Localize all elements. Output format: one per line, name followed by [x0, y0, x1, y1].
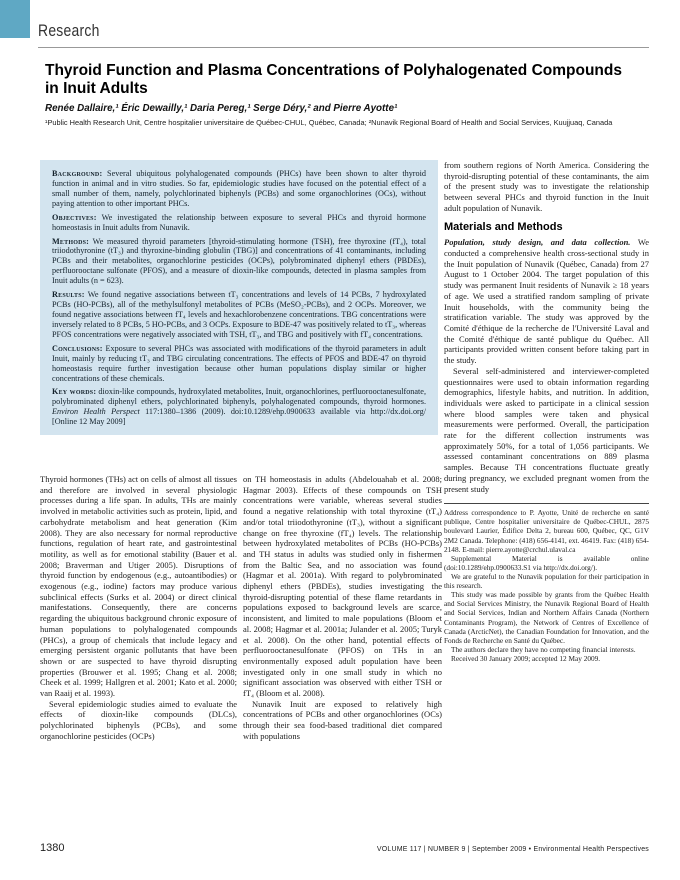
abstract-methods-label: Methods: — [52, 236, 90, 246]
abstract-conclusions-text: Exposure to several PHCs was associated with modifications of the thyroid parameters in adult Inuit, mainly by reducing tT₃ and TBG circulating concentrations. The effects of PFOS and BDE-47 on thyroid homeostasis require further investigation because other human populations display similar or higher concentrations of these chemicals. — [52, 343, 427, 383]
abstract-objectives — [52, 213, 426, 233]
abstract-methods — [52, 237, 426, 287]
methods-paragraph-text: We conducted a comprehensive health cross-sectional study in the Inuit population of Nunavik (Québec, Canada) from 27 August to 1 October 2004. The target population of this study was permanent Inuit residents of Nunavik ≥ 18 years of age. We used a stratified random sampling of private Inuit households, with the community being the stratification variable. The study was approved by the Comité d'éthique de la recherche de l'Université Laval and the Comité d'éthique de santé publique du Québec. All participants provided written consent before taking part in the study. — [444, 237, 649, 366]
footnote-divider — [444, 503, 649, 504]
footnote-supplemental: Supplemental Material is available online (doi:10.1289/ehp.0900633.S1 via http://dx.doi.org/). — [444, 553, 649, 572]
article-title: Thyroid Function and Plasma Concentrations of Polyhalogenated Compounds in Inuit Adults — [45, 62, 622, 98]
abstract-keywords-text: dioxin-like compounds, hydroxylated metabolites, Inuit, organochlorines, perfluorooctanesulfonate, polybrominated diphenyl ethers, polychlorinated biphenyls, polyhalogenated compounds, thyroid hormones. — [52, 387, 426, 407]
abstract-conclusions — [52, 344, 426, 384]
journal-corner-mark — [0, 0, 30, 38]
page-footer — [40, 842, 649, 854]
body-column-2 — [243, 474, 442, 742]
abstract-conclusions-label: Conclusions: — [52, 343, 103, 353]
abstract-keywords — [52, 387, 426, 427]
body-paragraph: Thyroid hormones (THs) act on cells of almost all tissues and therefore are involved in several physiologic processes during a life span. In adults, THs are mainly involved in metabolic activities such as protein, lipid, and carbohydrate metabolism and heat generation (Kim 2008). They are also necessary for normal reproductive functions, regulation of heart rate, and gastrointestinal motility, as well as for emotional stability (Bauer et al. 2008; Braverman and Utiger 2005). Disruptions of thyroid function by endogenous (e.g., autoantibodies) or exogenous (e.g., iodine) factors may produce various subclinical effects (Surks et al. 2004) or direct clinical manifestations. Consequently, there are concerns regarding the ubiquitous background chronic exposure of human populations to polyhalogenated compounds (PHCs), a group of chemicals that include legacy and emerging persistent organic pollutants that have been shown or are suspected to have thyroid disrupting properties (Brouwer et al. 1995; Chang et al. 2008; Cheek et al. 1999; Hallgren et al. 2001; Kato et al. 2000; van Raaij et al. 1993). — [40, 474, 237, 699]
section-banner-label: Research — [38, 21, 100, 40]
abstract-objectives-label: Objectives: — [52, 212, 97, 222]
article-authors: Renée Dallaire,¹ Éric Dewailly,¹ Daria Pereg,¹ Serge Déry,² and Pierre Ayotte¹ — [45, 103, 398, 114]
page-number: 1380 — [40, 842, 65, 854]
run-in-subheading: Population, study design, and data collection. — [444, 237, 631, 248]
body-paragraph: Nunavik Inuit are exposed to relatively high concentrations of PCBs and other organochlorines (OCs) through their sea food-based traditional diet compared with populations — [243, 698, 442, 741]
abstract-citation-journal: Environ Health Perspect — [52, 407, 140, 417]
footnote-funding: This study was made possible by grants from the Québec Health and Social Services Ministry, the Nunavik Regional Board of Health and Social Services, Indian and Northern Affairs Canada (Northern Contaminants Program), the Network of Centres of Excellence of Canada (ArcticNet), the Canadian Foundation for Innovation, and the Fonds de Recherche en Santé du Québec. — [444, 590, 649, 645]
abstract-background-text: Several ubiquitous polyhalogenated compounds (PHCs) have been shown to alter thyroid function in animal and in vitro studies. So far, epidemiologic studies have focused on the potential effect of a small number of them, namely, polychlorinated biphenyls (PCBs) and some organochlorines (OCs), without paying attention to other important PHCs. — [52, 169, 426, 208]
abstract-background — [52, 169, 426, 209]
footnote-acknowledgment: We are grateful to the Nunavik population for their participation in this research. — [444, 572, 649, 591]
body-paragraph: on TH homeostasis in adults (Abdelouahab et al. 2008; Hagmar 2003). Effects of these compounds on TSH concentrations were variable, whereas several studies found a negative relationship with total thyroxine (tT₄) and/or total triiodothyronine (tT₃), without a significant change on free thyroxine (fT₄) levels. The relationship between hydroxylated metabolites of PCBs (HO-PCBs) and TH status in adults was studied only in fishermen from the Baltic Sea, and no association was found (Hagmar et al. 2001a). With regard to polybrominated diphenyl ethers (PBDEs), studies investigating the thyroid-disrupting potential of these flame retardants in populations exposed to background levels are scarce, inconsistent, and limited to male populations (Bloom et al. 2008; Hagmar et al. 2001a; Julander et al. 2005; Turyk et al. 2008). On the other hand, potential effects of perfluorooctanesulfonate (PFOS) on THs in an environmentally exposed adult population have been investigated only in one small study in which no significant association was observed with either TSH or fT₄ (Bloom et al. 2008). — [243, 474, 442, 699]
body-paragraph — [444, 237, 649, 365]
body-paragraph: Several epidemiologic studies aimed to evaluate the effects of dioxin-like compounds (DLCs), polychlorinated biphenyls (PCBs), and some organochlorine pesticides (OCPs) — [40, 698, 237, 741]
section-heading-materials-and-methods: Materials and Methods — [444, 220, 563, 233]
body-paragraph: Several self-administered and interviewer-completed questionnaires were used to obtain information regarding demographics, lifestyle habits, and nutrition. In addition, individuals were asked to participate in a clinical session where blood samples were taken and physical measurements were performed. Overall, the participation rate for the different collection instruments was approximately 50%, for a total of 1,056 participants. We assessed contaminant concentrations on 889 plasma samples. Because TH concentrations fluctuate greatly during pregnancy, we excluded pregnant women from the present study — [444, 365, 649, 494]
abstract-objectives-text: We investigated the relationship between exposure to several PHCs and thyroid hormone homeostasis in Inuit adults from Nunavik. — [52, 212, 427, 232]
footnotes-block — [444, 508, 649, 663]
abstract-results-text: We found negative associations between tT₃ concentrations and levels of 14 PCBs, 7 hydroxylated PCBs (HO-PCBs), all of the methylsulfonyl metabolites of PCBs (MeSO₂-PCBs), and 2 OCPs. Moreover, we found negative associations between fT₄ levels and hexachlorobenzene concentrations. TBG concentrations were inversely related to 8 PCBs, 5 HO-PCBs, and 3 OCPs. Exposure to BDE-47 was positively related to tT₃, whereas PFOS concentrations were negatively associated with TSH, tT₃, and TBG and positively with fT₄ concentrations. — [52, 290, 426, 339]
body-paragraph: from southern regions of North America. Considering the thyroid-disrupting potential of these contaminants, the aim of the present study was to investigate the relationship between several PHCs and thyroid function in the Inuit adult population of Nunavik. — [444, 160, 649, 213]
abstract-keywords-label: Key words: — [52, 387, 97, 397]
body-column-1 — [40, 474, 237, 742]
article-affiliations: ¹Public Health Research Unit, Centre hospitalier universitaire de Québec-CHUL, Québec, Canada; ²Nunavik Regional Board of Health and Social Services, Kuujjuaq, Canada — [45, 118, 613, 127]
abstract-background-label: Background: — [52, 169, 103, 178]
footnote-received-accepted: Received 30 January 2009; accepted 12 May 2009. — [451, 654, 601, 663]
footnote-correspondence: Address correspondence to P. Ayotte, Unité de recherche en santé publique, Centre hospitalier universitaire de Québec-CHUL, 2875 boulevard Laurier, Édifice Delta 2, bureau 600, Québec, QC, G1V 2M2 Canada. Telephone: (418) 656-4141, ext. 46419. Fax: (418) 654-2148. E-mail: pierre.ayotte@crchul.ulaval.ca — [444, 508, 649, 554]
body-column-3 — [444, 160, 649, 663]
journal-volume-line: VOLUME 117 | NUMBER 9 | September 2009 • Environmental Health Perspectives — [376, 846, 649, 853]
abstract-results — [52, 290, 426, 340]
abstract-box — [40, 160, 438, 435]
banner-rule — [38, 47, 649, 48]
abstract-methods-text: We measured thyroid parameters [thyroid-stimulating hormone (TSH), free thyroxine (fT₄), total triiodothyronine (tT₃) and thyroxine-binding globulin (TBG)] and concentrations of 41 contaminants, including PCBs and their metabolites, organochlorine pesticides (OCPs), polybrominated diphenyl ethers (PBDEs), perfluorooctane sulfonate (PFOS), and a measure of dioxin-like compounds, detected in plasma samples from Inuit adults (n = 623). — [52, 236, 426, 286]
abstract-results-label: Results: — [52, 290, 85, 300]
footnote-competing-interests: The authors declare they have no competing financial interests. — [451, 644, 636, 654]
abstract-citation-details: 117:1380–1386 (2009). doi:10.1289/ehp.0900633 available via http://dx.doi.org/ [Online 12 May 2009] — [52, 407, 426, 427]
